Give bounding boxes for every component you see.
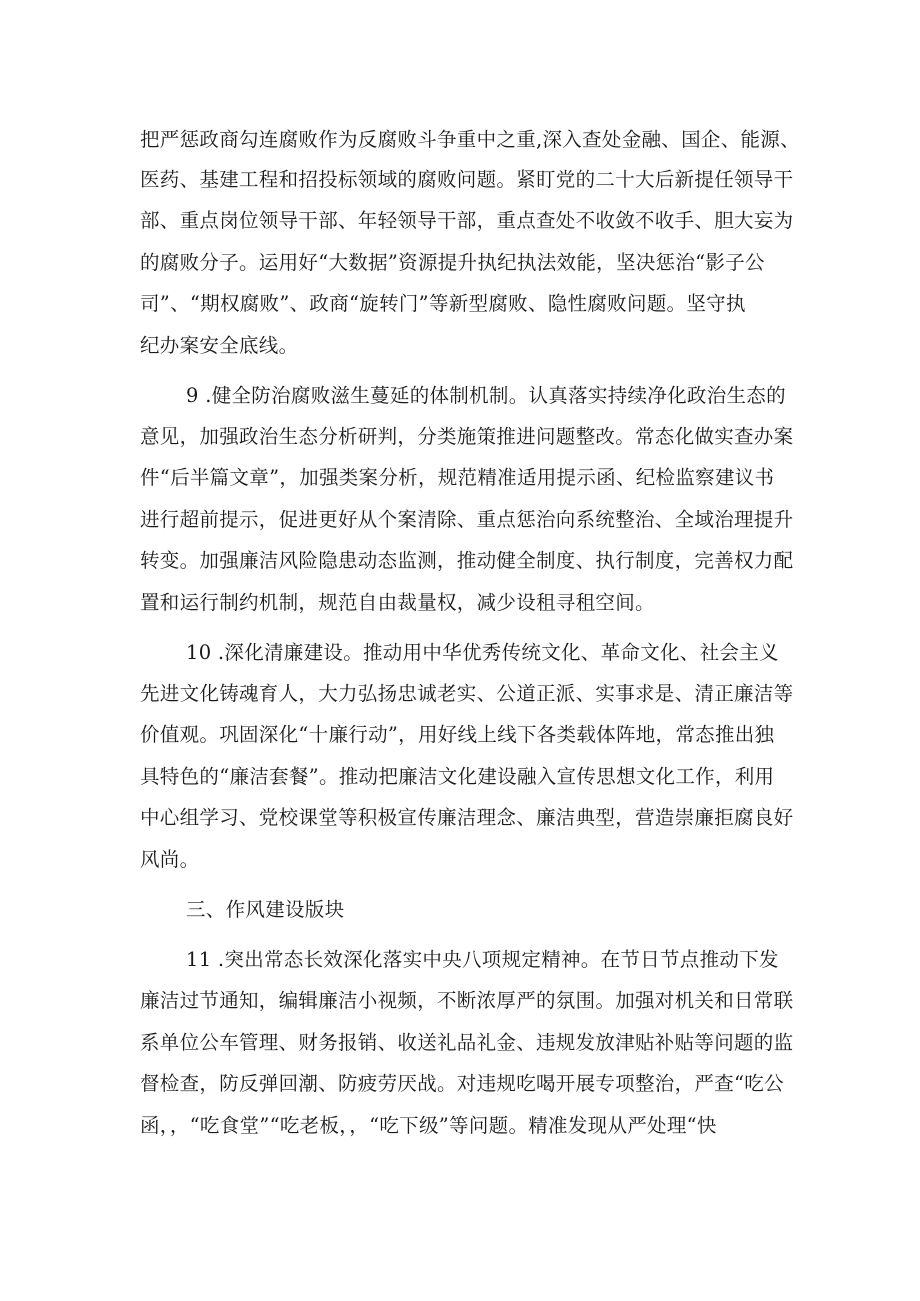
text-line: 纪办案安全底线。 bbox=[140, 334, 299, 357]
text-line: 的腐败分子。运用好“大数据”资源提升执纪执法效能，坚决惩治“影子公 bbox=[140, 251, 765, 274]
text-line: 价值观。巩固深化“十廉行动”，用好线上线下各类载体阵地，常态推出独 bbox=[140, 723, 775, 746]
text-line: 置和运行制约机制，规范自由裁量权，减少设租寻租空间。 bbox=[140, 591, 655, 614]
text-line: 意见，加强政治生态分析研判，分类施策推进问题整改。常态化做实查办案 bbox=[140, 425, 794, 448]
section-9-heading-line: 9 .健全防治腐败滋生蔓延的体制机制。认真落实持续净化政治生态的 bbox=[186, 384, 786, 407]
text-line: 进行超前提示，促进更好从个案清除、重点惩治向系统整治、全域治理提升 bbox=[140, 508, 794, 531]
text-line: 系单位公车管理、财务报销、收送礼品礼金、违规发放津贴补贴等问题的监 bbox=[140, 1031, 794, 1054]
text-line: 医药、基建工程和招投标领域的腐败问题。紧盯党的二十大后新提任领导干 bbox=[140, 168, 794, 191]
section-11-heading-line: 11 .突出常态长效深化落实中央八项规定精神。在节日节点推动下发 bbox=[186, 948, 779, 971]
text-line: 督检查，防反弹回潮、防疲劳厌战。对违规吃喝开展专项整治，严查“吃公 bbox=[140, 1072, 784, 1095]
text-line: 廉洁过节通知，编辑廉洁小视频，不断浓厚严的氛围。加强对机关和日常联 bbox=[140, 989, 794, 1012]
text-line: 部、重点岗位领导干部、年轻领导干部，重点查处不收敛不收手、胆大妄为 bbox=[140, 209, 794, 232]
text-line: 中心组学习、党校课堂等积极宣传廉洁理念、廉洁典型，营造崇廉拒腐良好 bbox=[140, 806, 794, 829]
text-line: 把严惩政商勾连腐败作为反腐败斗争重中之重,深入查处金融、国企、能源、 bbox=[140, 128, 800, 151]
section-heading-3: 三、作风建设版块 bbox=[186, 898, 345, 921]
text-line: 转变。加强廉洁风险隐患动态监测，推动健全制度、执行制度，完善权力配 bbox=[140, 549, 794, 572]
section-10-heading-line: 10 .深化清廉建设。推动用中华优秀传统文化、革命文化、社会主义 bbox=[186, 641, 779, 664]
text-line: 件“后半篇文章”，加强类案分析，规范精准适用提示函、纪检监察建议书 bbox=[140, 466, 775, 489]
text-line: 函，，“吃食堂”“吃老板，，“吃下级”等问题。精准发现从严处理“快 bbox=[140, 1114, 717, 1137]
text-line: 司”、“期权腐败”、政商“旋转门”等新型腐败、隐性腐败问题。坚守执 bbox=[140, 292, 746, 315]
text-line: 先进文化铸魂育人，大力弘扬忠诚老实、公道正派、实事求是、清正廉洁等 bbox=[140, 682, 794, 705]
text-line: 风尚。 bbox=[140, 848, 200, 871]
text-line: 具特色的“廉洁套餐”。推动把廉洁文化建设融入宣传思想文化工作，利用 bbox=[140, 765, 775, 788]
